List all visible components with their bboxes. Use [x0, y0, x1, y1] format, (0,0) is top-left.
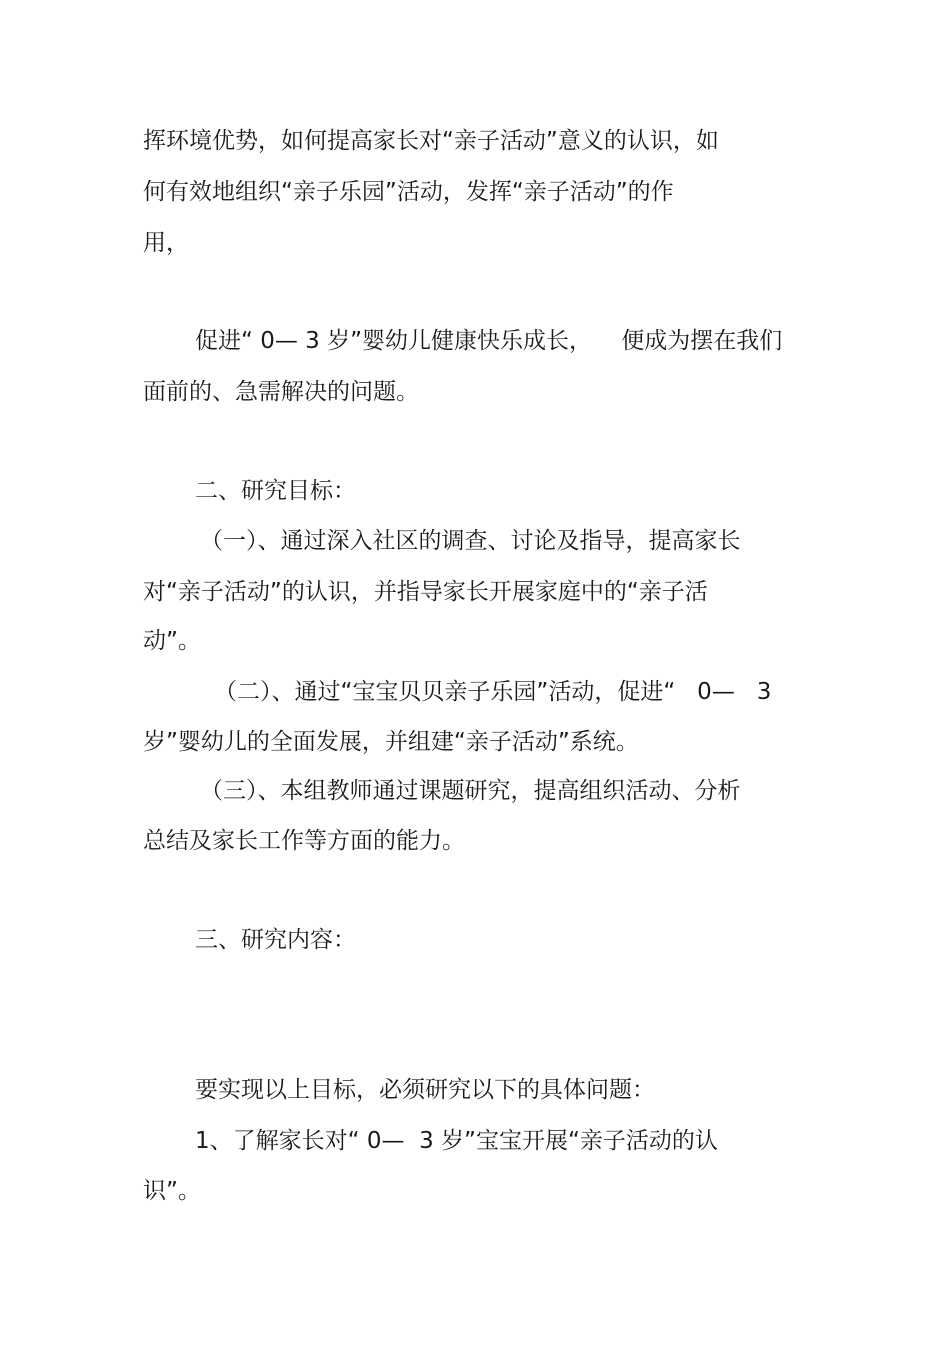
- section-heading: 二、研究目标：: [195, 478, 356, 504]
- text-line: 面前的、急需解决的问题。: [143, 379, 419, 405]
- section-heading: 三、研究内容：: [195, 927, 356, 953]
- text-line: 岁”婴幼儿的全面发展，并组建“亲子活动”系统。: [143, 729, 639, 755]
- text-line: （三）、本组教师通过课题研究，提高组织活动、分析: [200, 778, 741, 804]
- text-line: 对“亲子活动”的认识，并指导家长开展家庭中的“亲子活: [143, 579, 708, 605]
- text-line: （二）、通过“宝宝贝贝亲子乐园”活动，促进“ 0— 3: [214, 679, 772, 705]
- text-line: 总结及家长工作等方面的能力。: [143, 828, 465, 854]
- text-line: 用，: [143, 230, 189, 256]
- text-line: 挥环境优势，如何提高家长对“亲子活动”意义的认识，如: [143, 128, 719, 154]
- text-line: 识”。: [143, 1178, 201, 1204]
- text-line: 促进“ 0— 3 岁”婴幼儿健康快乐成长， 便成为摆在我们: [195, 328, 783, 354]
- text-line: 动”。: [143, 628, 201, 654]
- text-line: 要实现以上目标，必须研究以下的具体问题：: [195, 1077, 655, 1103]
- text-line: 何有效地组织“亲子乐园”活动，发挥“亲子活动”的作: [143, 179, 674, 205]
- text-line: （一）、通过深入社区的调查、讨论及指导，提高家长: [200, 528, 741, 554]
- text-line: 1、了解家长对“ 0— 3 岁”宝宝开展“亲子活动的认: [195, 1128, 718, 1154]
